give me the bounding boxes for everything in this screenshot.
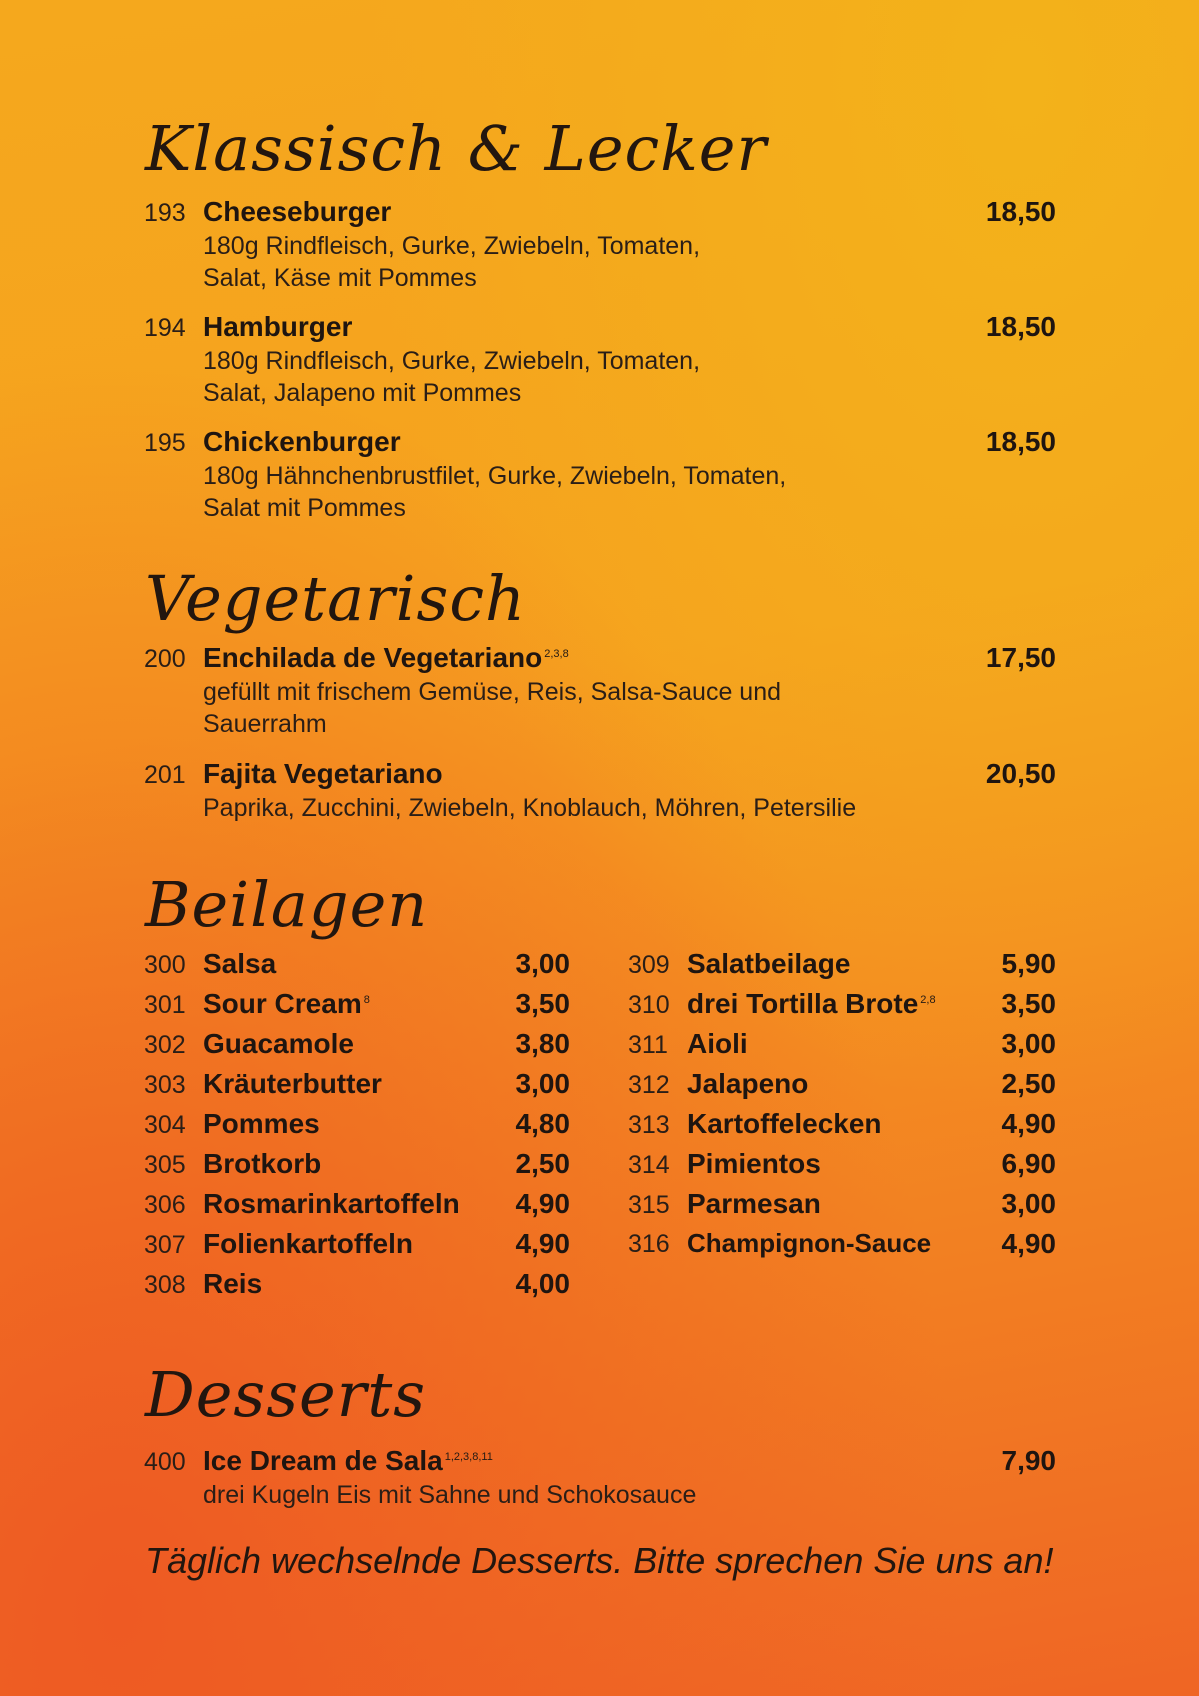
item-description (203, 345, 923, 409)
list-item (144, 1148, 570, 1188)
list-item (628, 1028, 1056, 1068)
menu-item (144, 196, 1056, 294)
list-item (628, 1108, 1056, 1148)
item-description (203, 676, 923, 740)
item-description-line: drei Kugeln Eis mit Sahne und Schokosauce (203, 1481, 697, 1509)
item-price: 4,00 (515, 1268, 570, 1299)
item-price: 4,90 (1001, 1228, 1056, 1259)
item-name: Kartoffelecken (687, 1108, 882, 1139)
item-number: 302 (144, 1031, 186, 1059)
item-price: 17,50 (985, 642, 1056, 673)
item-description-line: 180g Rindfleisch, Gurke, Zwiebeln, Tomaten, (203, 232, 701, 260)
item-price: 4,90 (515, 1228, 570, 1259)
item-name: Guacamole (203, 1028, 354, 1059)
item-description-line: Salat mit Pommes (203, 494, 406, 522)
item-number: 313 (628, 1111, 670, 1139)
item-name: Pommes (203, 1108, 320, 1139)
item-name: Folienkartoffeln (203, 1228, 414, 1259)
sides-column-right (628, 948, 1056, 1268)
item-number: 200 (144, 645, 186, 673)
list-item (628, 948, 1056, 988)
item-number: 312 (628, 1071, 670, 1099)
item-number: 306 (144, 1191, 186, 1219)
section-title-beilagen: Beilagen (145, 868, 429, 941)
item-name: drei Tortilla Brote (687, 988, 919, 1019)
item-price: 4,80 (515, 1108, 570, 1139)
item-description-line: Sauerrahm (203, 710, 327, 738)
list-item (144, 948, 570, 988)
menu-item (144, 642, 1056, 740)
item-name: Aioli (687, 1028, 748, 1059)
allergen-note: 2,3,8 (544, 647, 569, 660)
item-description (203, 792, 1023, 824)
list-item (144, 1268, 570, 1308)
list-item (628, 1148, 1056, 1188)
item-description-line: Paprika, Zucchini, Zwiebeln, Knoblauch, Möhren, Petersilie (203, 794, 857, 822)
item-description-line: Salat, Jalapeno mit Pommes (203, 379, 522, 407)
item-name: Salsa (203, 948, 277, 979)
item-number: 308 (144, 1271, 186, 1299)
item-name: Hamburger (203, 311, 353, 342)
item-name: Sour Cream (203, 988, 362, 1019)
allergen-note: 8 (363, 993, 370, 1006)
item-number: 300 (144, 951, 186, 979)
item-number: 193 (144, 199, 186, 227)
item-description-line: 180g Rindfleisch, Gurke, Zwiebeln, Tomaten, (203, 347, 701, 375)
item-price: 3,50 (515, 988, 570, 1019)
item-name: Kräuterbutter (203, 1068, 382, 1099)
item-price: 18,50 (985, 311, 1056, 342)
item-price: 3,00 (515, 1068, 570, 1099)
sides-column-left (144, 948, 570, 1308)
section-title-klassisch: Klassisch & Lecker (145, 112, 768, 185)
item-description-line: gefüllt mit frischem Gemüse, Reis, Salsa-Sauce und (203, 678, 782, 706)
menu-item (144, 426, 1056, 524)
allergen-note: 2,8 (920, 993, 936, 1006)
item-price: 3,80 (515, 1028, 570, 1059)
item-number: 315 (628, 1191, 670, 1219)
menu-item (144, 311, 1056, 409)
item-description (203, 230, 923, 294)
item-number: 195 (144, 429, 186, 457)
item-number: 201 (144, 761, 186, 789)
item-price: 18,50 (985, 426, 1056, 457)
item-price: 3,00 (1001, 1028, 1056, 1059)
item-price: 18,50 (985, 196, 1056, 227)
item-description (203, 1479, 923, 1511)
dessert-tagline: Täglich wechselnde Desserts. Bitte sprechen Sie uns an! (145, 1540, 1054, 1581)
list-item (144, 1188, 570, 1228)
item-number: 305 (144, 1151, 186, 1179)
item-number: 314 (628, 1151, 670, 1179)
item-price: 3,50 (1001, 988, 1056, 1019)
item-description-line: 180g Hähnchenbrustfilet, Gurke, Zwiebeln, Tomaten, (203, 462, 787, 490)
item-name: Fajita Vegetariano (203, 758, 443, 789)
item-name: Reis (203, 1268, 263, 1299)
item-name: Ice Dream de Sala (203, 1445, 443, 1476)
item-price: 4,90 (515, 1188, 570, 1219)
section-title-vegetarisch: Vegetarisch (145, 562, 526, 635)
list-item (144, 1028, 570, 1068)
item-number: 310 (628, 991, 670, 1019)
item-name: Brotkorb (203, 1148, 322, 1179)
list-item (144, 1068, 570, 1108)
item-price: 5,90 (1001, 948, 1056, 979)
item-number: 311 (628, 1031, 668, 1059)
list-item (144, 988, 570, 1028)
item-name: Salatbeilage (687, 948, 851, 979)
item-name: Jalapeno (687, 1068, 809, 1099)
item-description (203, 460, 923, 524)
item-price: 3,00 (515, 948, 570, 979)
item-number: 301 (144, 991, 186, 1019)
item-number: 307 (144, 1231, 186, 1259)
item-price: 20,50 (985, 758, 1056, 789)
item-price: 2,50 (1001, 1068, 1056, 1099)
allergen-note: 1,2,3,8,11 (444, 1450, 493, 1463)
item-price: 6,90 (1001, 1148, 1056, 1179)
item-number: 304 (144, 1111, 186, 1139)
item-price: 3,00 (1001, 1188, 1056, 1219)
item-price: 2,50 (515, 1148, 570, 1179)
item-name: Enchilada de Vegetariano (203, 642, 543, 673)
section-title-desserts: Desserts (145, 1358, 427, 1431)
item-price: 7,90 (1001, 1445, 1056, 1476)
item-number: 303 (144, 1071, 186, 1099)
list-item (144, 1108, 570, 1148)
item-price: 4,90 (1001, 1108, 1056, 1139)
item-name: Pimientos (687, 1148, 821, 1179)
item-name: Champignon-Sauce (687, 1228, 932, 1258)
menu-item (144, 758, 1056, 824)
list-item (144, 1228, 570, 1268)
item-name: Cheeseburger (203, 196, 392, 227)
item-name: Parmesan (687, 1188, 821, 1219)
item-number: 309 (628, 951, 670, 979)
menu-item (144, 1445, 1056, 1511)
list-item (628, 988, 1056, 1028)
item-number: 194 (144, 314, 186, 342)
list-item (628, 1188, 1056, 1228)
item-number: 400 (144, 1448, 186, 1476)
item-name: Rosmarinkartoffeln (203, 1188, 460, 1219)
item-description-line: Salat, Käse mit Pommes (203, 264, 477, 292)
item-number: 316 (628, 1230, 670, 1258)
list-item (628, 1068, 1056, 1108)
item-name: Chickenburger (203, 426, 401, 457)
list-item (628, 1228, 1056, 1268)
